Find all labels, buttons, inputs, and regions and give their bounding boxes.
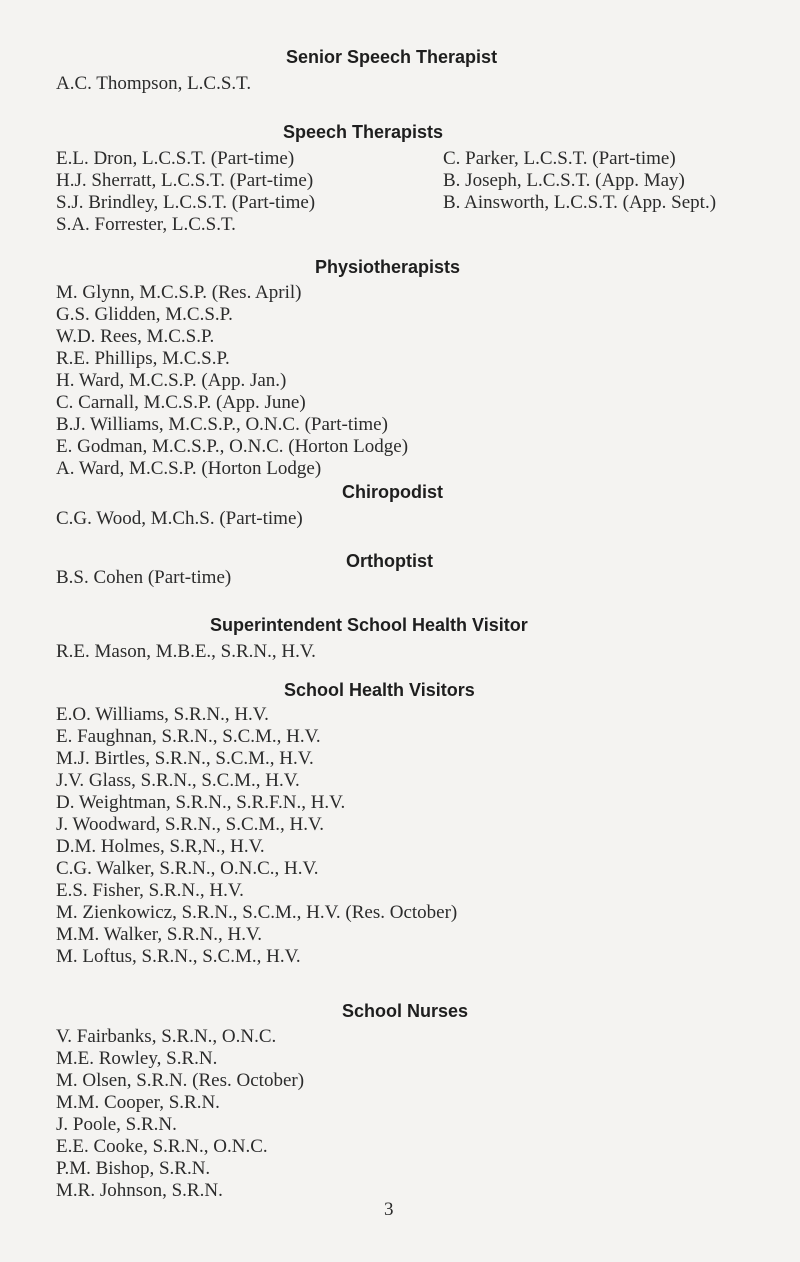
chiropodist-heading: Chiropodist (342, 482, 443, 502)
orthoptist-heading: Orthoptist (346, 551, 433, 571)
list-item: J.V. Glass, S.R.N., S.C.M., H.V. (56, 770, 300, 791)
list-item: M. Olsen, S.R.N. (Res. October) (56, 1070, 305, 1091)
list-item: B.J. Williams, M.C.S.P., O.N.C. (Part-time) (56, 414, 388, 435)
superintendent-heading: Superintendent School Health Visitor (210, 615, 528, 635)
list-item: S.J. Brindley, L.C.S.T. (Part-time) (56, 192, 316, 213)
senior-speech-therapist-list (56, 73, 251, 95)
list-item: B.S. Cohen (Part-time) (56, 567, 232, 588)
list-item: D. Weightman, S.R.N., S.R.F.N., H.V. (56, 792, 346, 813)
list-item: M. Glynn, M.C.S.P. (Res. April) (56, 282, 302, 303)
list-item: J. Poole, S.R.N. (56, 1114, 177, 1135)
list-item: C.G. Wood, M.Ch.S. (Part-time) (56, 508, 303, 529)
speech-therapists-heading: Speech Therapists (283, 122, 444, 142)
list-item: W.D. Rees, M.C.S.P. (56, 326, 215, 347)
chiropodist-list (56, 508, 303, 530)
list-item: B. Ainsworth, L.C.S.T. (App. Sept.) (443, 192, 717, 213)
orthoptist-list (56, 567, 231, 589)
list-item: M.M. Cooper, S.R.N. (56, 1092, 220, 1113)
list-item: H.J. Sherratt, L.C.S.T. (Part-time) (56, 170, 314, 191)
list-item: A. Ward, M.C.S.P. (Horton Lodge) (56, 458, 322, 479)
list-item: G.S. Glidden, M.C.S.P. (56, 304, 233, 325)
list-item: M.E. Rowley, S.R.N. (56, 1048, 218, 1069)
list-item: M.R. Johnson, S.R.N. (56, 1180, 223, 1201)
list-item: C. Carnall, M.C.S.P. (App. June) (56, 392, 306, 413)
list-item: E. Godman, M.C.S.P., O.N.C. (Horton Lodge) (56, 436, 409, 457)
list-item: M.J. Birtles, S.R.N., S.C.M., H.V. (56, 748, 314, 769)
list-item: M.M. Walker, S.R.N., H.V. (56, 924, 263, 945)
list-item: M. Loftus, S.R.N., S.C.M., H.V. (56, 946, 301, 967)
list-item: V. Fairbanks, S.R.N., O.N.C. (56, 1026, 277, 1047)
list-item: B. Joseph, L.C.S.T. (App. May) (443, 170, 685, 191)
list-item: P.M. Bishop, S.R.N. (56, 1158, 211, 1179)
list-item: E.L. Dron, L.C.S.T. (Part-time) (56, 148, 295, 169)
superintendent-list (56, 641, 316, 663)
list-item: E.E. Cooke, S.R.N., O.N.C. (56, 1136, 268, 1157)
list-item: C. Parker, L.C.S.T. (Part-time) (443, 148, 676, 169)
speech-therapists-left-list (56, 148, 315, 236)
school-nurses-list (56, 1026, 304, 1202)
speech-therapists-right-list (443, 148, 716, 214)
list-item: R.E. Phillips, M.C.S.P. (56, 348, 230, 369)
list-item: C.G. Walker, S.R.N., O.N.C., H.V. (56, 858, 319, 879)
physiotherapists-heading: Physiotherapists (315, 257, 461, 277)
list-item: J. Woodward, S.R.N., S.C.M., H.V. (56, 814, 325, 835)
list-item: A.C. Thompson, L.C.S.T. (56, 73, 252, 94)
senior-speech-therapist-heading: Senior Speech Therapist (286, 47, 498, 67)
school-health-visitors-heading: School Health Visitors (284, 680, 475, 700)
list-item: D.M. Holmes, S.R,N., H.V. (56, 836, 265, 857)
school-nurses-heading: School Nurses (342, 1001, 469, 1021)
list-item: M. Zienkowicz, S.R.N., S.C.M., H.V. (Res. October) (56, 902, 458, 923)
page-number: 3 (384, 1199, 394, 1220)
list-item: E.S. Fisher, S.R.N., H.V. (56, 880, 244, 901)
list-item: E. Faughnan, S.R.N., S.C.M., H.V. (56, 726, 321, 747)
school-health-visitors-list (56, 704, 457, 968)
list-item: E.O. Williams, S.R.N., H.V. (56, 704, 269, 725)
list-item: S.A. Forrester, L.C.S.T. (56, 214, 236, 235)
list-item: H. Ward, M.C.S.P. (App. Jan.) (56, 370, 287, 391)
list-item: R.E. Mason, M.B.E., S.R.N., H.V. (56, 641, 316, 662)
physiotherapists-list (56, 282, 408, 480)
